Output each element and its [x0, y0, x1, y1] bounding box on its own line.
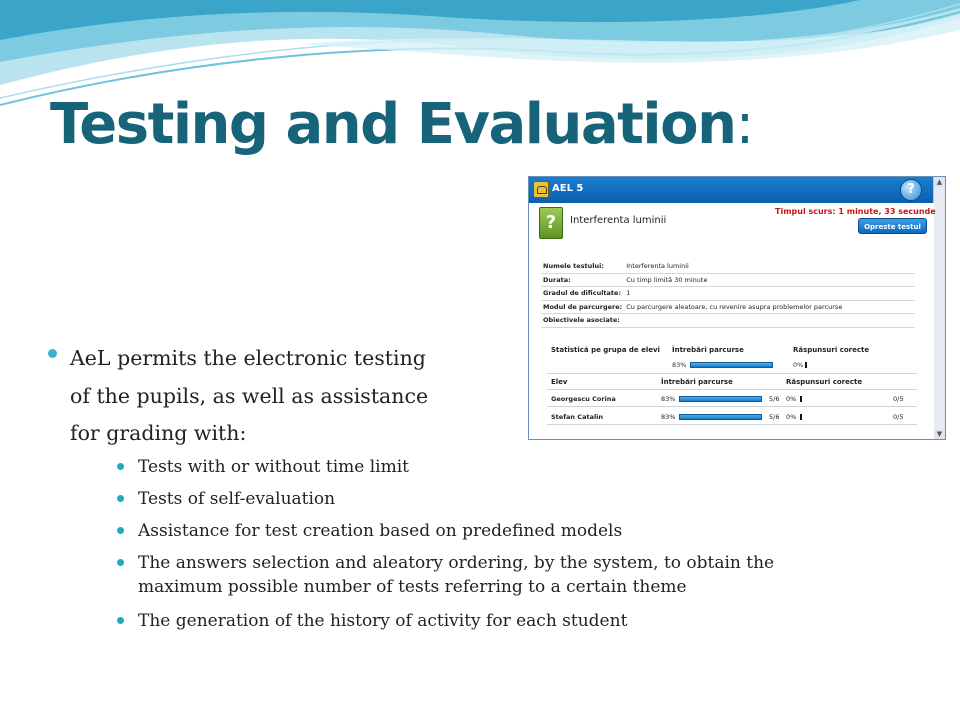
sub-bullet-text-continued: maximum possible number of tests referring to a certain theme — [138, 577, 687, 597]
student-fraction: 5/6 — [769, 395, 780, 403]
student-header-corecte: Răspunsuri corecte — [786, 378, 863, 386]
info-value: Interferenta luminii — [624, 260, 915, 273]
student-score: 0/5 — [893, 395, 904, 403]
test-name: Interferenta luminii — [570, 215, 667, 226]
sub-bullet-text: Tests of self-evaluation — [138, 489, 336, 509]
vertical-scrollbar[interactable] — [933, 177, 945, 439]
student-correct-mark — [800, 414, 802, 420]
student-score: 0/5 — [893, 413, 904, 421]
slide-title-text: Testing and Evaluation — [50, 92, 736, 157]
stats-divider — [547, 373, 917, 374]
group-correct-pct: 0% — [793, 361, 804, 369]
info-key: Numele testului: — [541, 260, 624, 273]
main-bullet-line: for grading with: — [70, 421, 247, 445]
student-header-divider — [547, 389, 917, 390]
app-name: AEL 5 — [552, 183, 584, 194]
help-icon[interactable]: ? — [900, 179, 922, 201]
slide-title — [50, 92, 753, 157]
student-row-divider — [547, 406, 917, 407]
sub-bullet-icon — [117, 527, 124, 534]
group-progress-bar — [690, 362, 773, 368]
sub-bullet-text: Tests with or without time limit — [138, 457, 410, 477]
group-stats-header: Statistică pe grupa de elevi — [551, 346, 660, 354]
info-value: 1 — [624, 287, 915, 301]
test-info-table — [541, 260, 915, 328]
info-row — [541, 314, 915, 328]
student-progress-pct: 83% — [661, 413, 676, 421]
info-key: Durata: — [541, 273, 624, 287]
student-row-divider — [547, 424, 917, 425]
group-col-corecte: Răspunsuri corecte — [793, 346, 870, 354]
student-progress-bar — [679, 396, 762, 402]
sub-bullet-icon — [117, 495, 124, 502]
main-bullet-line: of the pupils, as well as assistance — [70, 383, 429, 408]
main-bullet-text — [70, 340, 510, 453]
info-row — [541, 260, 915, 273]
scroll-down-icon[interactable]: ▼ — [934, 429, 945, 439]
sub-bullet-icon — [117, 617, 124, 624]
sub-bullet-icon — [117, 559, 124, 566]
info-value — [624, 314, 915, 328]
student-correct-pct: 0% — [786, 413, 797, 421]
info-key: Modul de parcurgere: — [541, 300, 624, 314]
elapsed-timer: Timpul scurs: 1 minute, 33 secunde — [775, 207, 936, 216]
info-row — [541, 287, 915, 301]
question-icon: ? — [539, 207, 563, 239]
main-bullet-icon — [48, 349, 57, 358]
info-value: Cu timp limită 30 minute — [624, 273, 915, 287]
student-header-parcurse: Întrebări parcurse — [661, 378, 733, 386]
sub-bullet-text: Assistance for test creation based on predefined models — [138, 521, 623, 541]
student-header-name: Elev — [551, 378, 568, 386]
main-bullet-line: AeL permits the electronic testing — [70, 346, 426, 370]
student-correct-pct: 0% — [786, 395, 797, 403]
student-name: Stefan Catalin — [551, 413, 604, 421]
group-correct-mark — [805, 362, 807, 368]
info-row — [541, 273, 915, 287]
student-correct-mark — [800, 396, 802, 402]
scroll-up-icon[interactable]: ▲ — [934, 177, 945, 187]
student-progress-bar — [679, 414, 762, 420]
sub-bullet-icon — [117, 463, 124, 470]
sub-bullet-text: The answers selection and aleatory ordering, by the system, to obtain the — [138, 553, 775, 573]
student-name: Georgescu Corina — [551, 395, 616, 403]
group-progress-pct: 83% — [672, 361, 687, 369]
student-progress-pct: 83% — [661, 395, 676, 403]
info-row — [541, 300, 915, 314]
ael-test-window — [528, 176, 946, 440]
ael-app-icon — [533, 181, 549, 198]
slide-title-colon: : — [735, 92, 753, 157]
student-fraction: 5/6 — [769, 413, 780, 421]
stop-test-button[interactable]: Opreste testul — [858, 218, 927, 234]
window-titlebar — [529, 177, 945, 203]
test-content — [529, 203, 934, 439]
info-key: Gradul de dificultate: — [541, 287, 624, 301]
info-key: Obiectivele asociate: — [541, 314, 624, 328]
sub-bullet-text: The generation of the history of activity for each student — [138, 611, 628, 631]
group-col-parcurse: Întrebări parcurse — [672, 346, 744, 354]
info-value: Cu parcurgere aleatoare, cu revenire asupra problemelor parcurse — [624, 300, 915, 314]
